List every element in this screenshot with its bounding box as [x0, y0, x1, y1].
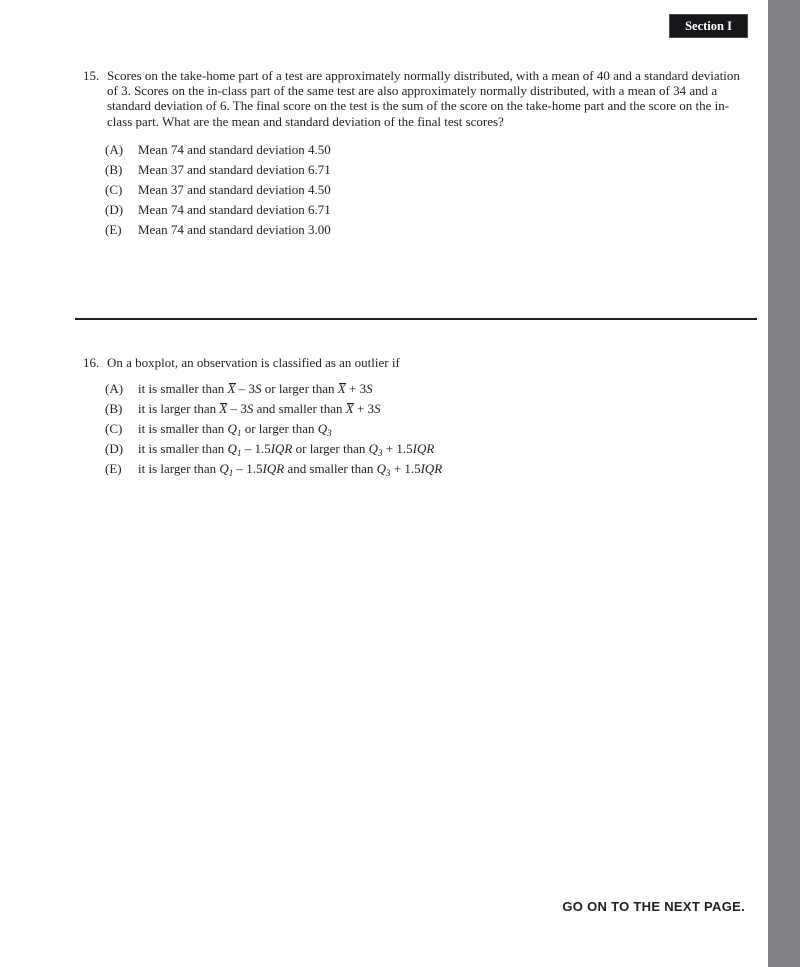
math-subscript: 3 [327, 428, 332, 438]
choice-text-run: it is larger than [138, 461, 220, 476]
choice-text-run: it is larger than [138, 401, 220, 416]
choice-text-run: it is smaller than [138, 381, 228, 396]
math-subscript: 1 [236, 448, 242, 458]
choice-row [105, 140, 331, 160]
choice-letter: (B) [105, 162, 123, 177]
choice-text-run: – 1.5 [233, 461, 263, 476]
choice-text-run: + 3 [345, 381, 367, 396]
section-badge-label: Section I [685, 18, 732, 33]
choice-letter: (B) [105, 401, 123, 416]
choice-text-run: – 3 [235, 381, 255, 396]
choice-text-run: – 3 [227, 401, 247, 416]
question-16-number: 16. [83, 355, 100, 370]
math-xbar-variable: X [337, 381, 346, 396]
choice-text-run: Mean 74 and standard deviation 6.71 [138, 202, 331, 217]
math-variable: Q [317, 421, 328, 436]
math-variable: IQR [420, 461, 443, 476]
choice-row [105, 419, 442, 439]
math-variable: Q [227, 441, 237, 456]
question-15-text: Scores on the take-home part of a test are approximately normally distributed, with a mean of 40 and a standard deviation of 3. Scores on the in-class part of the same test are also approximately normally distributed, with a mean of 34 and a standard deviation of 6. The final score on the test is the sum of the score on the take-home part and the score on the in-class part. What are the mean and standard deviation of the final test scores? [107, 68, 740, 129]
section-badge [670, 15, 747, 37]
choice-text [138, 140, 331, 160]
choice-row [105, 439, 442, 459]
math-xbar-variable: X [345, 401, 354, 416]
choice-letter: (C) [105, 182, 123, 197]
question-16-text: On a boxplot, an observation is classified as an outlier if [107, 355, 400, 370]
choice-text-run: and smaller than [284, 461, 377, 476]
page-edge-gray-bar [768, 0, 800, 967]
choice-row [105, 399, 442, 419]
choice-row [105, 459, 442, 479]
choice-text-run: + 1.5 [390, 461, 421, 476]
choice-letter: (A) [105, 142, 124, 157]
math-xbar-variable: X [219, 401, 228, 416]
choice-text-run: or larger than [292, 441, 369, 456]
math-variable: Q [368, 441, 379, 456]
choice-text-run: Mean 74 and standard deviation 4.50 [138, 142, 331, 157]
choice-text-run: + 3 [353, 401, 375, 416]
choice-letter: (E) [105, 461, 122, 476]
math-variable: IQR [412, 441, 435, 456]
math-subscript: 3 [378, 448, 383, 458]
choice-row [105, 200, 331, 220]
choice-text [138, 379, 373, 399]
choice-text-run: and smaller than [253, 401, 346, 416]
math-subscript: 1 [236, 428, 242, 438]
choice-text [138, 399, 381, 419]
choice-row [105, 160, 331, 180]
math-variable: S [374, 401, 381, 416]
math-variable: IQR [262, 461, 285, 476]
math-subscript: 3 [385, 468, 391, 478]
choice-text-run: or larger than [261, 381, 338, 396]
choice-text-run: Mean 37 and standard deviation 6.71 [138, 162, 331, 177]
choice-text [138, 200, 331, 220]
math-variable: S [246, 401, 254, 416]
choice-letter: (D) [105, 441, 124, 456]
math-variable: Q [376, 461, 386, 476]
math-xbar-variable: X [227, 381, 236, 396]
choice-row [105, 379, 442, 399]
choice-letter: (C) [105, 421, 123, 436]
math-variable: S [255, 381, 262, 396]
choice-letter: (A) [105, 381, 124, 396]
question-15-choices [105, 140, 331, 240]
math-subscript: 1 [228, 468, 234, 478]
choice-letter: (D) [105, 202, 124, 217]
choice-text-run: Mean 74 and standard deviation 3.00 [138, 222, 331, 237]
choice-text-run: + 1.5 [382, 441, 413, 456]
math-variable: Q [219, 461, 229, 476]
question-16 [83, 355, 747, 370]
choice-text-run: – 1.5 [241, 441, 271, 456]
choice-row [105, 180, 331, 200]
choice-text [138, 459, 442, 483]
choice-text-run: it is smaller than [138, 441, 228, 456]
choice-text [138, 180, 331, 200]
choice-text-run: or larger than [241, 421, 318, 436]
choice-text-run: it is smaller than [138, 421, 228, 436]
question-16-choices [105, 379, 442, 479]
math-variable: IQR [270, 441, 293, 456]
choice-text [138, 160, 331, 180]
choice-letter: (E) [105, 222, 122, 237]
question-15-number: 15. [83, 68, 100, 83]
math-variable: Q [227, 421, 237, 436]
question-15 [83, 68, 747, 129]
math-variable: S [366, 381, 373, 396]
choice-text [138, 220, 331, 240]
footer-instruction: GO ON TO THE NEXT PAGE. [562, 899, 745, 914]
section-divider-line [75, 318, 757, 320]
choice-text-run: Mean 37 and standard deviation 4.50 [138, 182, 331, 197]
choice-row [105, 220, 331, 240]
